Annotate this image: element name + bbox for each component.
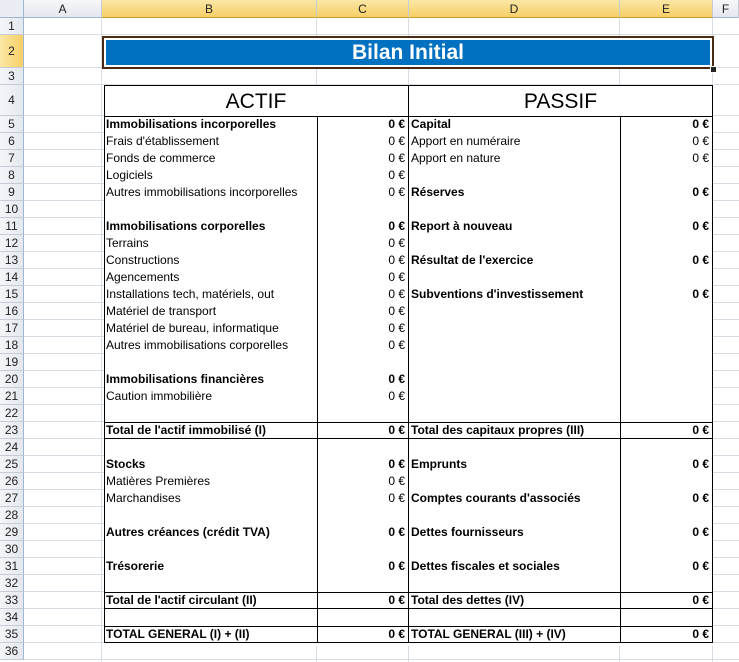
actif-value-matieres-premieres[interactable]: 0 € xyxy=(388,474,405,488)
table-border xyxy=(104,85,105,643)
actif-label-total-de-l-actif-circulant-ii[interactable]: Total de l'actif circulant (II) xyxy=(106,593,257,607)
row-header-15[interactable]: 15 xyxy=(0,286,24,303)
row-header-25[interactable]: 25 xyxy=(0,456,24,473)
passif-label-capital[interactable]: Capital xyxy=(411,117,452,131)
row-header-33[interactable]: 33 xyxy=(0,592,24,609)
passif-label-total-des-capitaux-propres-iii[interactable]: Total des capitaux propres (III) xyxy=(411,423,585,437)
passif-value-dettes-fiscales-et-sociales[interactable]: 0 € xyxy=(692,559,709,573)
row-header-13[interactable]: 13 xyxy=(0,252,24,269)
fill-handle[interactable] xyxy=(710,66,717,73)
actif-label-autres-immobilisations-corporelles[interactable]: Autres immobilisations corporelles xyxy=(106,338,289,352)
row-header-14[interactable]: 14 xyxy=(0,269,24,286)
passif-header[interactable]: PASSIF xyxy=(523,90,598,113)
row-header-35[interactable]: 35 xyxy=(0,626,24,643)
row-header-18[interactable]: 18 xyxy=(0,337,24,354)
row-header-19[interactable]: 19 xyxy=(0,354,24,371)
passif-label-dettes-fiscales-et-sociales[interactable]: Dettes fiscales et sociales xyxy=(411,559,560,573)
passif-label-apport-en-nature[interactable]: Apport en nature xyxy=(411,151,501,165)
actif-value-autres-immobilisations-corporelles[interactable]: 0 € xyxy=(388,338,405,352)
actif-value-caution-immobiliere[interactable]: 0 € xyxy=(388,389,405,403)
row-header-6[interactable]: 6 xyxy=(0,133,24,150)
actif-label-constructions[interactable]: Constructions xyxy=(106,253,180,267)
row-header-3[interactable]: 3 xyxy=(0,68,24,85)
gridline xyxy=(101,18,102,662)
actif-label-installations-tech-materiels-out[interactable]: Installations tech, matériels, out xyxy=(106,287,275,301)
passif-label-apport-en-numeraire[interactable]: Apport en numéraire xyxy=(411,134,521,148)
row-header-29[interactable]: 29 xyxy=(0,524,24,541)
table-border xyxy=(408,85,409,643)
passif-label-reserves[interactable]: Réserves xyxy=(411,185,465,199)
passif-value-capital[interactable]: 0 € xyxy=(692,117,709,131)
column-header-f[interactable]: F xyxy=(713,0,739,18)
passif-value-total-des-capitaux-propres-iii[interactable]: 0 € xyxy=(692,423,709,437)
actif-label-matieres-premieres[interactable]: Matières Premières xyxy=(106,474,211,488)
row-header-5[interactable]: 5 xyxy=(0,116,24,133)
row-header-30[interactable]: 30 xyxy=(0,541,24,558)
passif-label-total-general-iii-iv[interactable]: TOTAL GENERAL (III) + (IV) xyxy=(411,627,566,641)
actif-value-autres-creances-credit-tva[interactable]: 0 € xyxy=(388,525,405,539)
actif-label-materiel-de-bureau-informatique[interactable]: Matériel de bureau, informatique xyxy=(106,321,279,335)
page-title: Bilan Initial xyxy=(106,40,710,65)
actif-label-autres-immobilisations-incorporelles[interactable]: Autres immobilisations incorporelles xyxy=(106,185,298,199)
passif-value-total-des-dettes-iv[interactable]: 0 € xyxy=(692,593,709,607)
column-header-d[interactable]: D xyxy=(409,0,620,18)
row-header-9[interactable]: 9 xyxy=(0,184,24,201)
row-header-17[interactable]: 17 xyxy=(0,320,24,337)
column-header-c[interactable]: C xyxy=(317,0,409,18)
passif-value-dettes-fournisseurs[interactable]: 0 € xyxy=(692,525,709,539)
actif-header[interactable]: ACTIF xyxy=(225,90,287,113)
row-header-21[interactable]: 21 xyxy=(0,388,24,405)
actif-value-logiciels[interactable]: 0 € xyxy=(388,168,405,182)
actif-value-total-de-l-actif-circulant-ii[interactable]: 0 € xyxy=(388,593,405,607)
actif-label-agencements[interactable]: Agencements xyxy=(106,270,180,284)
column-header-e[interactable]: E xyxy=(620,0,713,18)
row-header-22[interactable]: 22 xyxy=(0,405,24,422)
passif-label-subventions-d-investissement[interactable]: Subventions d'investissement xyxy=(411,287,584,301)
passif-value-report-a-nouveau[interactable]: 0 € xyxy=(692,219,709,233)
actif-label-logiciels[interactable]: Logiciels xyxy=(106,168,153,182)
row-header-24[interactable]: 24 xyxy=(0,439,24,456)
actif-label-immobilisations-incorporelles[interactable]: Immobilisations incorporelles xyxy=(106,117,277,131)
passif-value-emprunts[interactable]: 0 € xyxy=(692,457,709,471)
actif-label-materiel-de-transport[interactable]: Matériel de transport xyxy=(106,304,217,318)
row-header-32[interactable]: 32 xyxy=(0,575,24,592)
passif-value-reserves[interactable]: 0 € xyxy=(692,185,709,199)
row-header-11[interactable]: 11 xyxy=(0,218,24,235)
actif-value-immobilisations-financieres[interactable]: 0 € xyxy=(388,372,405,386)
row-header-2[interactable]: 2 xyxy=(0,35,24,68)
actif-value-total-de-l-actif-immobilise-i[interactable]: 0 € xyxy=(388,423,405,437)
passif-value-apport-en-numeraire[interactable]: 0 € xyxy=(692,134,709,148)
passif-label-comptes-courants-d-associes[interactable]: Comptes courants d'associés xyxy=(411,491,581,505)
passif-value-resultat-de-l-exercice[interactable]: 0 € xyxy=(692,253,709,267)
actif-value-constructions[interactable]: 0 € xyxy=(388,253,405,267)
passif-label-total-des-dettes-iv[interactable]: Total des dettes (IV) xyxy=(411,593,525,607)
actif-value-fonds-de-commerce[interactable]: 0 € xyxy=(388,151,405,165)
gridline xyxy=(24,659,739,660)
actif-label-immobilisations-corporelles[interactable]: Immobilisations corporelles xyxy=(106,219,266,233)
row-header-26[interactable]: 26 xyxy=(0,473,24,490)
row-header-31[interactable]: 31 xyxy=(0,558,24,575)
actif-value-installations-tech-materiels-out[interactable]: 0 € xyxy=(388,287,405,301)
row-header-10[interactable]: 10 xyxy=(0,201,24,218)
row-header-16[interactable]: 16 xyxy=(0,303,24,320)
actif-label-frais-d-etablissement[interactable]: Frais d'établissement xyxy=(106,134,220,148)
passif-label-report-a-nouveau[interactable]: Report à nouveau xyxy=(411,219,513,233)
row-header-12[interactable]: 12 xyxy=(0,235,24,252)
actif-value-immobilisations-incorporelles[interactable]: 0 € xyxy=(388,117,405,131)
actif-label-tresorerie[interactable]: Trésorerie xyxy=(106,559,165,573)
actif-label-stocks[interactable]: Stocks xyxy=(106,457,146,471)
passif-value-total-general-iii-iv[interactable]: 0 € xyxy=(692,627,709,641)
title-cell[interactable] xyxy=(102,36,714,69)
row-header-1[interactable]: 1 xyxy=(0,18,24,35)
actif-label-fonds-de-commerce[interactable]: Fonds de commerce xyxy=(106,151,216,165)
passif-label-dettes-fournisseurs[interactable]: Dettes fournisseurs xyxy=(411,525,524,539)
actif-label-terrains[interactable]: Terrains xyxy=(106,236,149,250)
actif-value-autres-immobilisations-incorporelles[interactable]: 0 € xyxy=(388,185,405,199)
row-header-28[interactable]: 28 xyxy=(0,507,24,524)
passif-label-resultat-de-l-exercice[interactable]: Résultat de l'exercice xyxy=(411,253,534,267)
passif-value-subventions-d-investissement[interactable]: 0 € xyxy=(692,287,709,301)
actif-value-frais-d-etablissement[interactable]: 0 € xyxy=(388,134,405,148)
row-header-36[interactable]: 36 xyxy=(0,643,24,660)
actif-label-autres-creances-credit-tva[interactable]: Autres créances (crédit TVA) xyxy=(106,525,270,539)
actif-value-materiel-de-bureau-informatique[interactable]: 0 € xyxy=(388,321,405,335)
actif-label-immobilisations-financieres[interactable]: Immobilisations financières xyxy=(106,372,265,386)
column-header-b[interactable]: B xyxy=(102,0,317,18)
select-all-corner[interactable] xyxy=(0,0,24,18)
actif-label-total-general-i-ii[interactable]: TOTAL GENERAL (I) + (II) xyxy=(106,627,250,641)
row-header-34[interactable]: 34 xyxy=(0,609,24,626)
row-header-27[interactable]: 27 xyxy=(0,490,24,507)
passif-value-comptes-courants-d-associes[interactable]: 0 € xyxy=(692,491,709,505)
row-header-7[interactable]: 7 xyxy=(0,150,24,167)
row-header-23[interactable]: 23 xyxy=(0,422,24,439)
row-header-20[interactable]: 20 xyxy=(0,371,24,388)
actif-value-tresorerie[interactable]: 0 € xyxy=(388,559,405,573)
actif-value-agencements[interactable]: 0 € xyxy=(388,270,405,284)
actif-value-materiel-de-transport[interactable]: 0 € xyxy=(388,304,405,318)
actif-value-immobilisations-corporelles[interactable]: 0 € xyxy=(388,219,405,233)
actif-value-terrains[interactable]: 0 € xyxy=(388,236,405,250)
actif-label-total-de-l-actif-immobilise-i[interactable]: Total de l'actif immobilisé (I) xyxy=(106,423,266,437)
gridline xyxy=(24,34,739,35)
row-header-8[interactable]: 8 xyxy=(0,167,24,184)
passif-value-apport-en-nature[interactable]: 0 € xyxy=(692,151,709,165)
actif-value-total-general-i-ii[interactable]: 0 € xyxy=(388,627,405,641)
actif-value-stocks[interactable]: 0 € xyxy=(388,457,405,471)
row-header-4[interactable]: 4 xyxy=(0,85,24,116)
passif-label-emprunts[interactable]: Emprunts xyxy=(411,457,468,471)
actif-label-marchandises[interactable]: Marchandises xyxy=(106,491,181,505)
actif-value-marchandises[interactable]: 0 € xyxy=(388,491,405,505)
column-header-a[interactable]: A xyxy=(24,0,102,18)
actif-label-caution-immobiliere[interactable]: Caution immobilière xyxy=(106,389,213,403)
table-border xyxy=(712,85,713,643)
